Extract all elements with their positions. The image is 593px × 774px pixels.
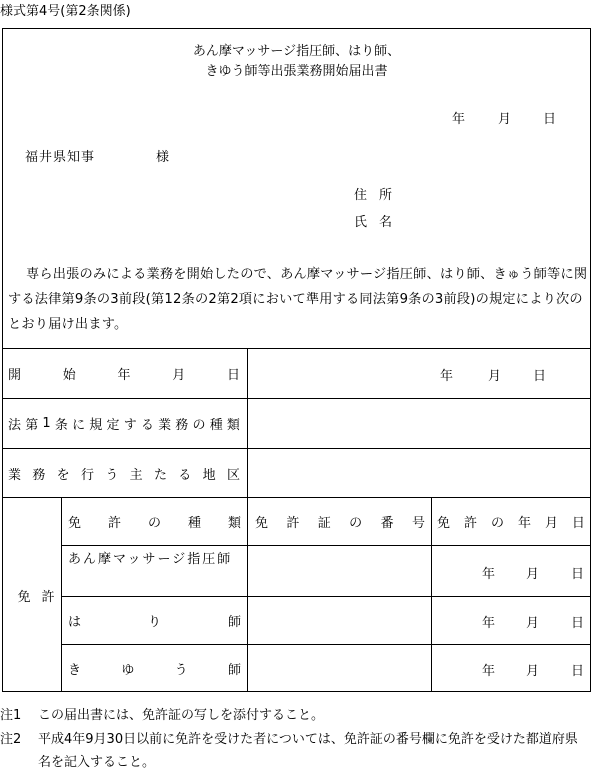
note-1-text: この届出書には、免許証の写しを添付すること。 (38, 708, 325, 723)
label-char: 日 (571, 516, 585, 531)
submission-year-label: 年 (452, 112, 466, 127)
label-char: を (56, 467, 70, 483)
label-char: 免 (255, 516, 269, 531)
note-1-marker: 注1 (0, 708, 22, 723)
label-char: 地 (202, 467, 216, 483)
label-char: 始 (62, 368, 76, 383)
submission-day-label: 日 (543, 112, 557, 127)
label-char: 免 (68, 516, 82, 531)
license-type-header (68, 498, 241, 545)
label-char: 第 (25, 418, 39, 433)
license-anma-year: 年 (482, 567, 496, 582)
license-number-kyu-cell[interactable] (248, 645, 431, 692)
label-char: 年 (517, 516, 531, 531)
license-anma-month: 月 (526, 567, 540, 582)
label-char: 号 (411, 516, 425, 531)
business-type-value-cell[interactable] (248, 399, 591, 448)
start-date-label (8, 349, 240, 398)
label-char: 証 (317, 516, 331, 531)
applicant-name-label: 氏名 (354, 215, 405, 230)
label-char: ゆ (121, 663, 135, 678)
label-char: 区 (226, 467, 240, 483)
label-char: 月 (172, 368, 186, 383)
license-column-divider (431, 497, 432, 692)
start-date-month: 月 (488, 369, 502, 384)
label-char: る (178, 467, 192, 483)
business-area-label (8, 449, 240, 497)
license-date-header (437, 498, 585, 545)
label-char: す (123, 418, 137, 433)
label-char: る (140, 418, 154, 433)
applicant-address-label: 住所 (354, 188, 405, 203)
label-char: 条 (54, 418, 68, 433)
form-number-label: 様式第4号(第2条関係) (0, 4, 131, 19)
form-title-line2: きゆう師等出張業務開始届出書 (205, 64, 388, 79)
license-hari-day: 日 (571, 616, 585, 631)
label-char: 業 (8, 467, 22, 483)
start-date-year: 年 (440, 369, 454, 384)
license-type-hari (68, 597, 241, 644)
label-char: 務 (32, 467, 46, 483)
label-char: 年 (117, 368, 131, 383)
label-char: 行 (80, 467, 94, 483)
license-hari-month: 月 (526, 616, 540, 631)
start-date-day: 日 (533, 369, 547, 384)
label-char: 規 (89, 418, 103, 433)
statement-paragraph: 専ら出張のみによる業務を開始したので、あん摩マッサージ指圧師、はり師、きゅう師等に関する法律第9条の3前段(第12条の2第2項において準用する同法第9条の3前段)の規定により次のとおり届け出ます。 (8, 267, 588, 332)
label-char: た (153, 467, 167, 483)
label-char: に (72, 418, 86, 433)
submission-month-label: 月 (498, 112, 512, 127)
label-char: 日 (226, 368, 240, 383)
license-hari-year: 年 (482, 616, 496, 631)
label-char: 務 (175, 418, 189, 433)
license-type-kyu (68, 645, 241, 692)
label-char: の (147, 516, 161, 531)
label-char: き (68, 663, 82, 678)
license-kyu-year: 年 (482, 664, 496, 679)
label-char: う (105, 467, 119, 483)
form-title-line1: あん摩マッサージ指圧師、はり師、 (192, 44, 401, 59)
business-type-label (8, 399, 240, 448)
license-number-header (255, 498, 425, 545)
label-char: 許 (41, 589, 55, 605)
label-char: 免 (437, 516, 451, 531)
license-anma-day: 日 (571, 567, 585, 582)
label-char: 主 (129, 467, 143, 483)
label-char: 免 (17, 589, 31, 605)
label-char: の (349, 516, 363, 531)
license-number-anma-cell[interactable] (248, 546, 431, 596)
label-char: り (147, 615, 161, 630)
label-char: 類 (227, 516, 241, 531)
license-group-label (8, 498, 64, 692)
note-2-marker: 注2 (0, 732, 22, 747)
label-char: の (490, 516, 504, 531)
business-area-value-cell[interactable] (248, 449, 591, 497)
license-type-anma: あん摩マッサージ指圧師 (68, 552, 233, 567)
label-char: 師 (227, 615, 241, 630)
label-char: 1 (42, 416, 51, 431)
label-char: 師 (227, 663, 241, 678)
label-char: う (174, 663, 188, 678)
label-char: 業 (158, 418, 172, 433)
label-char: 許 (107, 516, 121, 531)
label-char: 番 (380, 516, 394, 531)
label-char: 種 (209, 418, 223, 433)
label-char: 定 (106, 418, 120, 433)
label-char: 月 (544, 516, 558, 531)
addressee-honorific: 様 (156, 150, 170, 165)
label-char: 許 (463, 516, 477, 531)
addressee-governor: 福井県知事 (25, 150, 96, 165)
label-char: 種 (187, 516, 201, 531)
label-char: 法 (8, 418, 22, 433)
start-date-value-cell[interactable] (248, 349, 591, 398)
license-number-hari-cell[interactable] (248, 597, 431, 644)
note-2-text: 平成4年9月30日以前に免許を受けた者については、免許証の番号欄に免許を受けた都道府県名を記入すること。 (38, 732, 578, 770)
license-kyu-day: 日 (571, 664, 585, 679)
label-char: 類 (226, 418, 240, 433)
label-char: は (68, 615, 82, 630)
label-char: の (192, 418, 206, 433)
label-char: 開 (8, 368, 22, 383)
label-char: 許 (286, 516, 300, 531)
license-kyu-month: 月 (526, 664, 540, 679)
